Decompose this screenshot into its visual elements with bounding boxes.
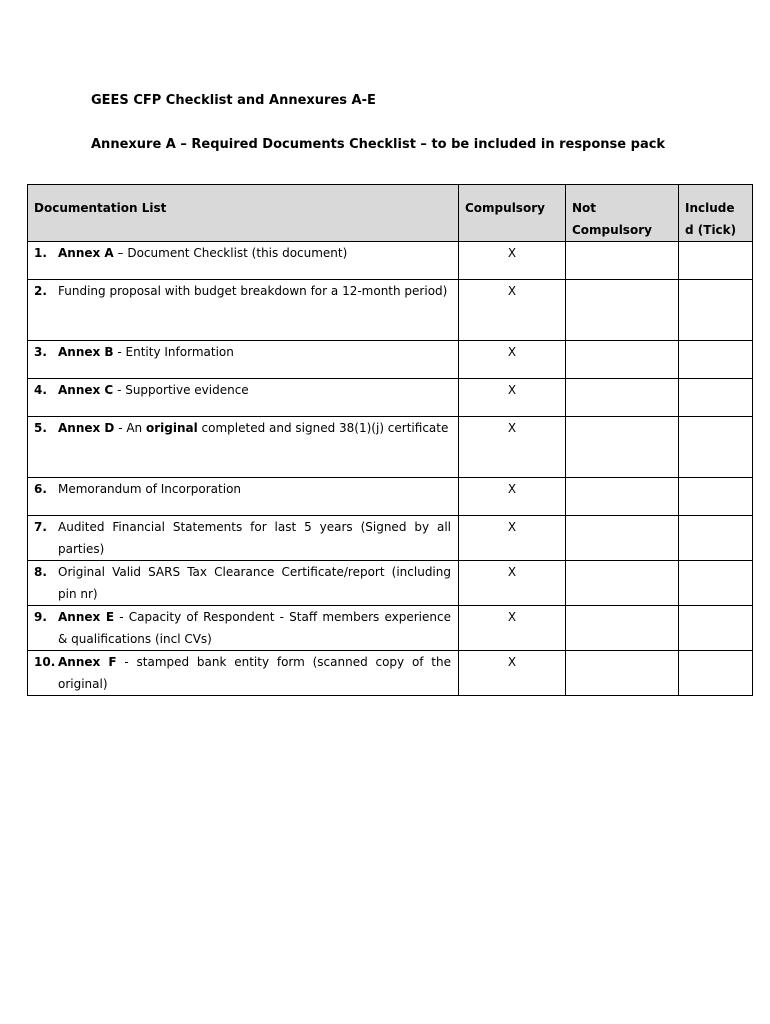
header-not-compulsory: Not Compulsory xyxy=(566,185,679,242)
header-documentation-list: Documentation List xyxy=(28,185,459,242)
table-row xyxy=(28,561,753,606)
annex-label: Annex B xyxy=(58,345,114,359)
compulsory-mark: X xyxy=(459,561,566,606)
table-row xyxy=(28,242,753,280)
compulsory-mark: X xyxy=(459,341,566,379)
compulsory-mark: X xyxy=(459,606,566,651)
row-description: Memorandum of Incorporation xyxy=(58,482,242,496)
annex-label: Annex F xyxy=(58,655,117,669)
compulsory-mark: X xyxy=(459,478,566,516)
row-number: 4. xyxy=(34,383,47,397)
row-number: 7. xyxy=(34,520,47,534)
row-description: - Capacity of Respondent - Staff members experience & qualifications (incl CVs) xyxy=(58,610,451,646)
included-tick-cell[interactable] xyxy=(679,280,753,341)
table-row xyxy=(28,516,753,561)
not-compulsory-cell xyxy=(566,341,679,379)
not-compulsory-cell xyxy=(566,606,679,651)
row-description-part: - An xyxy=(114,421,146,435)
row-description: Audited Financial Statements for last 5 years (Signed by all parties) xyxy=(58,520,451,556)
table-row xyxy=(28,379,753,417)
table-row xyxy=(28,478,753,516)
row-description: Original Valid SARS Tax Clearance Certificate/report (including pin nr) xyxy=(58,565,451,601)
included-tick-cell[interactable] xyxy=(679,651,753,696)
annex-label: Annex E xyxy=(58,610,115,624)
included-tick-cell[interactable] xyxy=(679,242,753,280)
document-title: GEES CFP Checklist and Annexures A-E xyxy=(91,93,376,108)
row-description: – Document Checklist (this document) xyxy=(113,246,348,260)
table-row xyxy=(28,651,753,696)
annex-label: Annex D xyxy=(58,421,115,435)
row-number: 5. xyxy=(34,421,47,435)
not-compulsory-cell xyxy=(566,242,679,280)
row-description: completed and signed 38(1)(j) certificate xyxy=(197,421,449,435)
row-number: 8. xyxy=(34,565,47,579)
included-tick-cell[interactable] xyxy=(679,341,753,379)
row-number: 9. xyxy=(34,610,47,624)
compulsory-mark: X xyxy=(459,280,566,341)
table-row xyxy=(28,280,753,341)
table-header-row xyxy=(28,185,753,242)
compulsory-mark: X xyxy=(459,417,566,478)
compulsory-mark: X xyxy=(459,242,566,280)
included-tick-cell[interactable] xyxy=(679,478,753,516)
annexure-heading: Annexure A – Required Documents Checklist – to be included in response pack xyxy=(91,137,666,152)
header-compulsory: Compulsory xyxy=(459,185,566,242)
compulsory-mark: X xyxy=(459,651,566,696)
original-emphasis: original xyxy=(145,421,198,435)
not-compulsory-cell xyxy=(566,417,679,478)
header-included-tick: Include d (Tick) xyxy=(679,185,753,242)
table-row xyxy=(28,417,753,478)
row-description: - Entity Information xyxy=(113,345,234,359)
documents-checklist-table xyxy=(27,184,753,696)
compulsory-mark: X xyxy=(459,379,566,417)
not-compulsory-cell xyxy=(566,651,679,696)
not-compulsory-cell xyxy=(566,516,679,561)
row-number: 1. xyxy=(34,246,47,260)
row-number: 2. xyxy=(34,284,47,298)
row-description: - Supportive evidence xyxy=(113,383,249,397)
included-tick-cell[interactable] xyxy=(679,516,753,561)
row-description: Funding proposal with budget breakdown for a 12-month period) xyxy=(58,284,448,298)
included-tick-cell[interactable] xyxy=(679,417,753,478)
not-compulsory-cell xyxy=(566,478,679,516)
table-row xyxy=(28,341,753,379)
annex-label: Annex C xyxy=(58,383,114,397)
row-number: 10. xyxy=(34,655,56,669)
row-number: 6. xyxy=(34,482,47,496)
not-compulsory-cell xyxy=(566,379,679,417)
included-tick-cell[interactable] xyxy=(679,606,753,651)
not-compulsory-cell xyxy=(566,280,679,341)
table-row xyxy=(28,606,753,651)
annex-label: Annex A xyxy=(58,246,114,260)
included-tick-cell[interactable] xyxy=(679,379,753,417)
not-compulsory-cell xyxy=(566,561,679,606)
compulsory-mark: X xyxy=(459,516,566,561)
row-description: - stamped bank entity form (scanned copy of the original) xyxy=(58,655,451,691)
included-tick-cell[interactable] xyxy=(679,561,753,606)
row-number: 3. xyxy=(34,345,47,359)
